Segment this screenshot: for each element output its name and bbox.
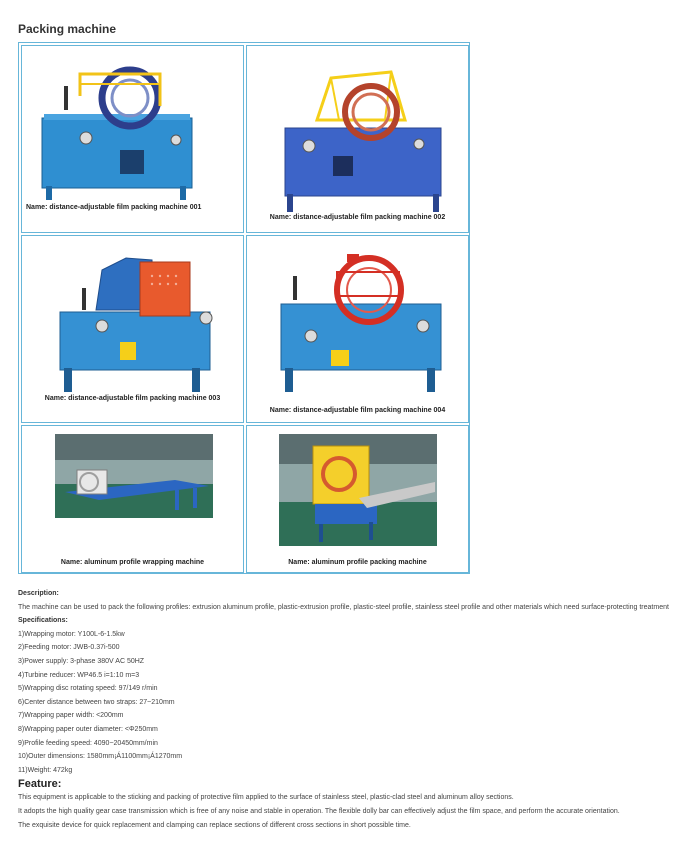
product-gallery	[18, 42, 470, 574]
spec-item: 9)Profile feeding speed: 4090~20450mm/min	[18, 739, 158, 747]
product-caption: Name: aluminum profile wrapping machine	[60, 559, 205, 566]
spec-item: 11)Weight: 472kg	[18, 766, 73, 774]
spec-item: 1)Wrapping motor: Y100L-6-1.5kw	[18, 630, 125, 638]
product-cell-002[interactable]	[246, 45, 469, 233]
spec-item: 2)Feeding motor: JWB-0.37i-500	[18, 644, 120, 652]
spec-item: 10)Outer dimensions: 1580mm¡Á1100mm¡Á1270mm	[18, 753, 183, 761]
spec-item: 6)Center distance between two straps: 27~210mm	[18, 698, 175, 706]
feature-item: It adopts the high quality gear case transmission which is free of any noise and stable in operation. The flexible dolly bar can effectively adjust the film space, and perform the accurate orientation.	[18, 807, 620, 815]
spec-item: 7)Wrapping paper width: <200mm	[18, 712, 124, 720]
packing-machine-004-image[interactable]	[277, 246, 445, 396]
packing-machine-002-image[interactable]	[279, 64, 447, 214]
packing-machine-003-image[interactable]	[56, 254, 214, 394]
packing-line-image[interactable]	[279, 434, 437, 546]
product-caption: Name: distance-adjustable film packing machine 002	[269, 214, 446, 221]
packing-machine-001-image[interactable]	[30, 56, 200, 204]
description-text: The machine can be used to pack the following profiles: extrusion aluminum profile, plastic-extrusion profile, plastic-steel profile, stainless steel profile and other materials which need surface-protecting treatment	[18, 603, 669, 611]
spec-item: 5)Wrapping disc rotating speed: 97/149 r/min	[18, 685, 158, 693]
product-cell-006[interactable]	[246, 425, 469, 573]
product-caption: Name: distance-adjustable film packing machine 001	[26, 204, 202, 211]
spec-item: 8)Wrapping paper outer diameter: <Φ250mm	[18, 725, 158, 733]
product-caption: Name: aluminum profile packing machine	[288, 559, 427, 566]
product-caption: Name: distance-adjustable film packing machine 004	[269, 407, 446, 414]
product-details	[18, 587, 698, 832]
product-cell-003[interactable]	[21, 235, 244, 423]
feature-title: Feature:	[18, 778, 62, 791]
product-cell-005[interactable]	[21, 425, 244, 573]
spec-item: 3)Power supply: 3-phase 380V AC 50HZ	[18, 657, 145, 665]
page-title: Packing machine	[18, 22, 117, 36]
feature-item: The exquisite device for quick replacement and clamping can replace sections of different cross sections in short possible time.	[18, 821, 411, 829]
description-label: Description:	[18, 590, 59, 597]
product-caption: Name: distance-adjustable film packing machine 003	[44, 395, 221, 402]
specifications-label: Specifications:	[18, 617, 68, 625]
spec-item: 4)Turbine reducer: WP46.5 i=1:10 m=3	[18, 671, 140, 679]
feature-item: This equipment is applicable to the sticking and packing of protective film applied to the surface of stainless steel, plastic-clad steel and aluminum alloy sections.	[18, 794, 514, 802]
product-cell-004[interactable]	[246, 235, 469, 423]
product-cell-001[interactable]	[21, 45, 244, 233]
wrapping-line-image[interactable]	[55, 434, 213, 518]
